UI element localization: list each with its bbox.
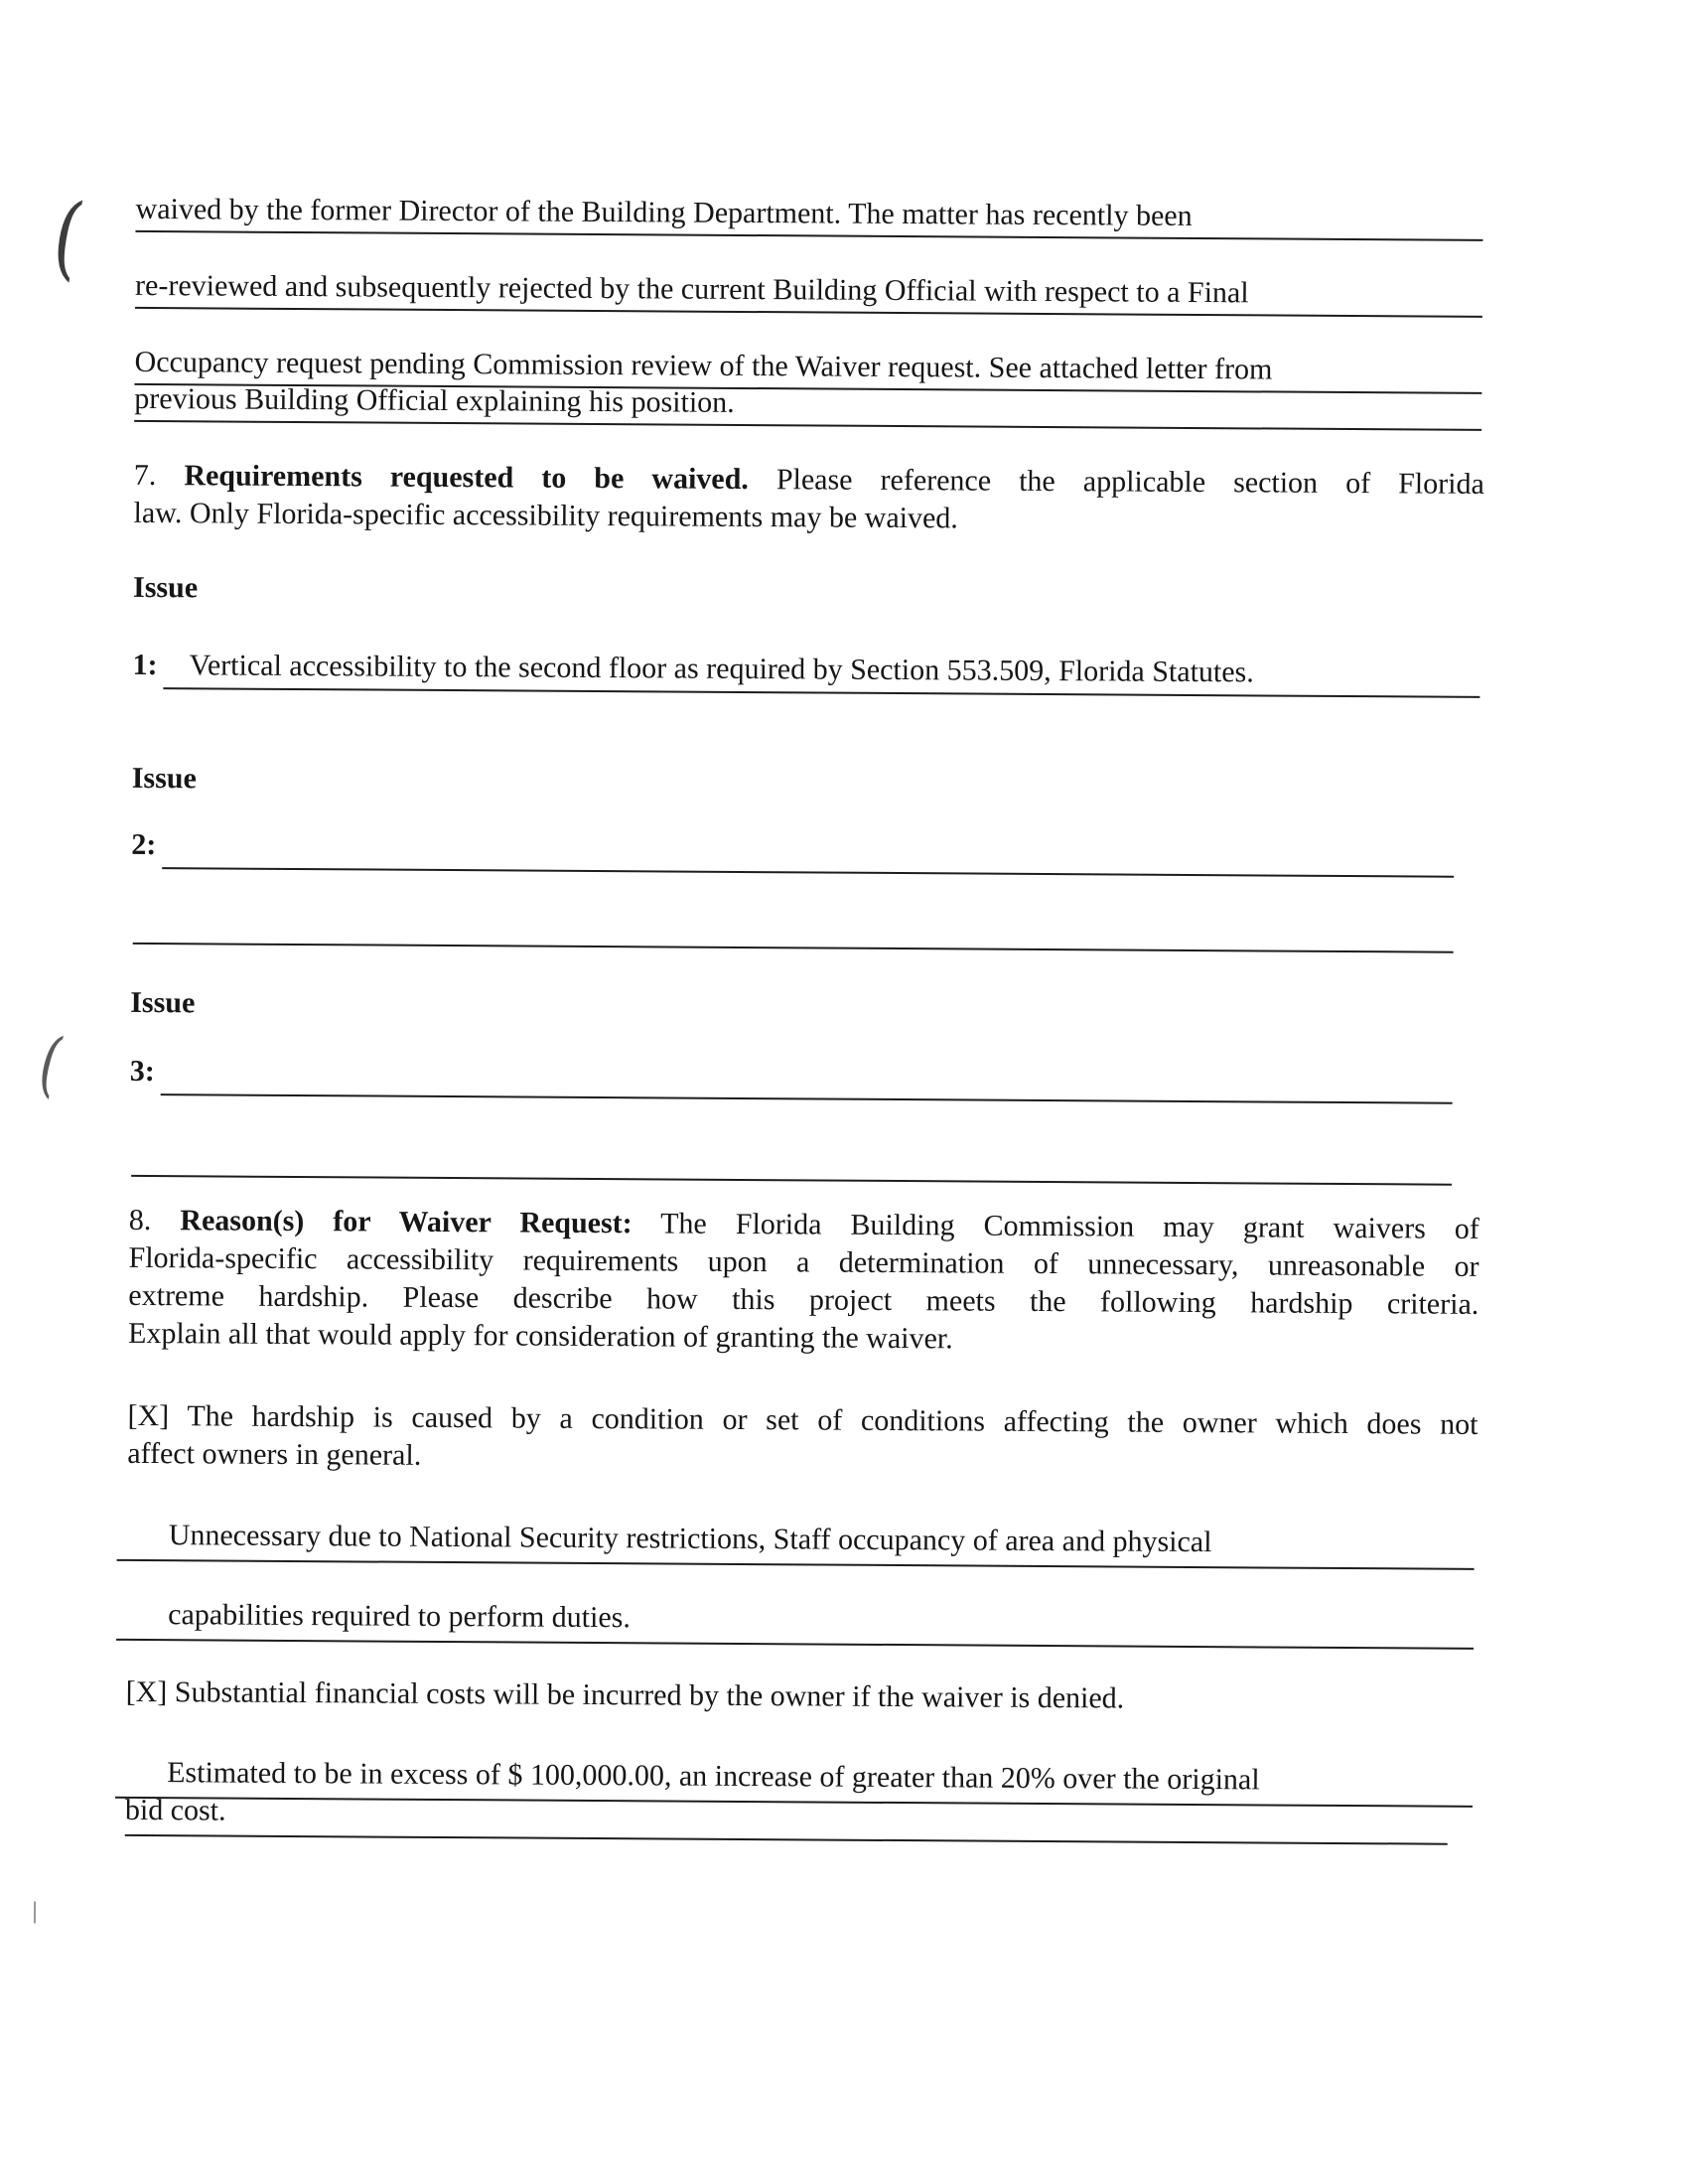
issue-2-number: 2: bbox=[131, 827, 157, 862]
criterion-financial-line-1 bbox=[126, 1674, 1477, 1720]
issue-1-number: 1: bbox=[132, 648, 158, 682]
section-8-line-4: Explain all that would apply for consideration of granting the waiver. bbox=[127, 1316, 953, 1356]
checkbox-hardship-checked: [X] bbox=[127, 1398, 170, 1433]
issue-1-row bbox=[132, 648, 1479, 698]
criterion-hardship-statement-start: The hardship is caused by a condition or set of conditions affecting the owner which does not bbox=[187, 1399, 1478, 1441]
financial-response-text-1: Estimated to be in excess of $ 100,000.00, an increase of greater than 20% over the original bbox=[167, 1756, 1260, 1797]
issue-2-label: Issue bbox=[131, 761, 197, 796]
hardship-response-line-2 bbox=[116, 1597, 1474, 1650]
issue-2-row bbox=[131, 827, 1454, 878]
issue-3-row bbox=[130, 1054, 1453, 1104]
issue-3-value bbox=[161, 1054, 1453, 1104]
financial-response-text-2: bid cost. bbox=[124, 1793, 226, 1827]
section-8-number: 8. bbox=[128, 1203, 152, 1238]
section-7-line-2: law. Only Florida-specific accessibility requirements may be waived. bbox=[133, 496, 958, 535]
pencil-tick-mark-bottom: | bbox=[31, 1899, 39, 1925]
issue-2-blank-line-2 bbox=[133, 943, 1454, 953]
pencil-paren-mark-middle: ( bbox=[31, 1020, 70, 1106]
section-8-line-2: Florida-specific accessibility requirements upon a determination of unnecessary, unreasonable or bbox=[128, 1240, 1479, 1283]
continuation-line-4: previous Building Official explaining his position. bbox=[134, 382, 1481, 431]
section-7-paragraph bbox=[133, 457, 1483, 541]
issue-1-value: Vertical accessibility to the second floor as required by Section 553.509, Florida Statutes. bbox=[163, 648, 1479, 698]
continuation-line-1: waived by the former Director of the Building Department. The matter has recently been bbox=[135, 193, 1482, 241]
criterion-hardship-paragraph bbox=[127, 1397, 1477, 1482]
issue-3-number: 3: bbox=[129, 1054, 155, 1089]
hardship-response-text-1: Unnecessary due to National Security restrictions, Staff occupancy of area and physical bbox=[168, 1519, 1212, 1559]
section-7-number: 7. bbox=[133, 458, 157, 493]
section-7-body-start: Please reference the applicable section of Florida bbox=[775, 463, 1484, 501]
criterion-financial-paragraph bbox=[126, 1674, 1477, 1720]
continuation-line-2: re-reviewed and subsequently rejected by the current Building Official with respect to a Final bbox=[135, 269, 1482, 318]
issue-1-label: Issue bbox=[132, 570, 199, 605]
section-7-title: Requirements requested to be waived. bbox=[184, 459, 749, 497]
pencil-paren-mark-top: ( bbox=[46, 181, 90, 291]
section-8-body-start: The Florida Building Commission may grant waivers of bbox=[660, 1207, 1479, 1245]
criterion-financial-statement: Substantial financial costs will be incurred by the owner if the waiver is denied. bbox=[174, 1675, 1125, 1715]
criterion-hardship-line-2: affect owners in general. bbox=[127, 1436, 422, 1472]
continuation-line-3: Occupancy request pending Commission review of the Waiver request. See attached letter from bbox=[134, 346, 1481, 394]
hardship-response-line-1 bbox=[117, 1518, 1475, 1570]
checkbox-financial-checked: [X] bbox=[125, 1674, 168, 1709]
section-8-paragraph bbox=[128, 1202, 1479, 1362]
financial-response-line-2 bbox=[125, 1793, 1448, 1845]
issue-3-blank-line-2 bbox=[131, 1175, 1452, 1186]
hardship-response-text-2: capabilities required to perform duties. bbox=[168, 1598, 632, 1635]
issue-2-value bbox=[162, 827, 1454, 878]
issue-3-label: Issue bbox=[130, 985, 196, 1020]
section-8-line-3: extreme hardship. Please describe how this project meets the following hardship criteria. bbox=[128, 1278, 1479, 1321]
section-8-title: Reason(s) for Waiver Request: bbox=[180, 1204, 633, 1240]
